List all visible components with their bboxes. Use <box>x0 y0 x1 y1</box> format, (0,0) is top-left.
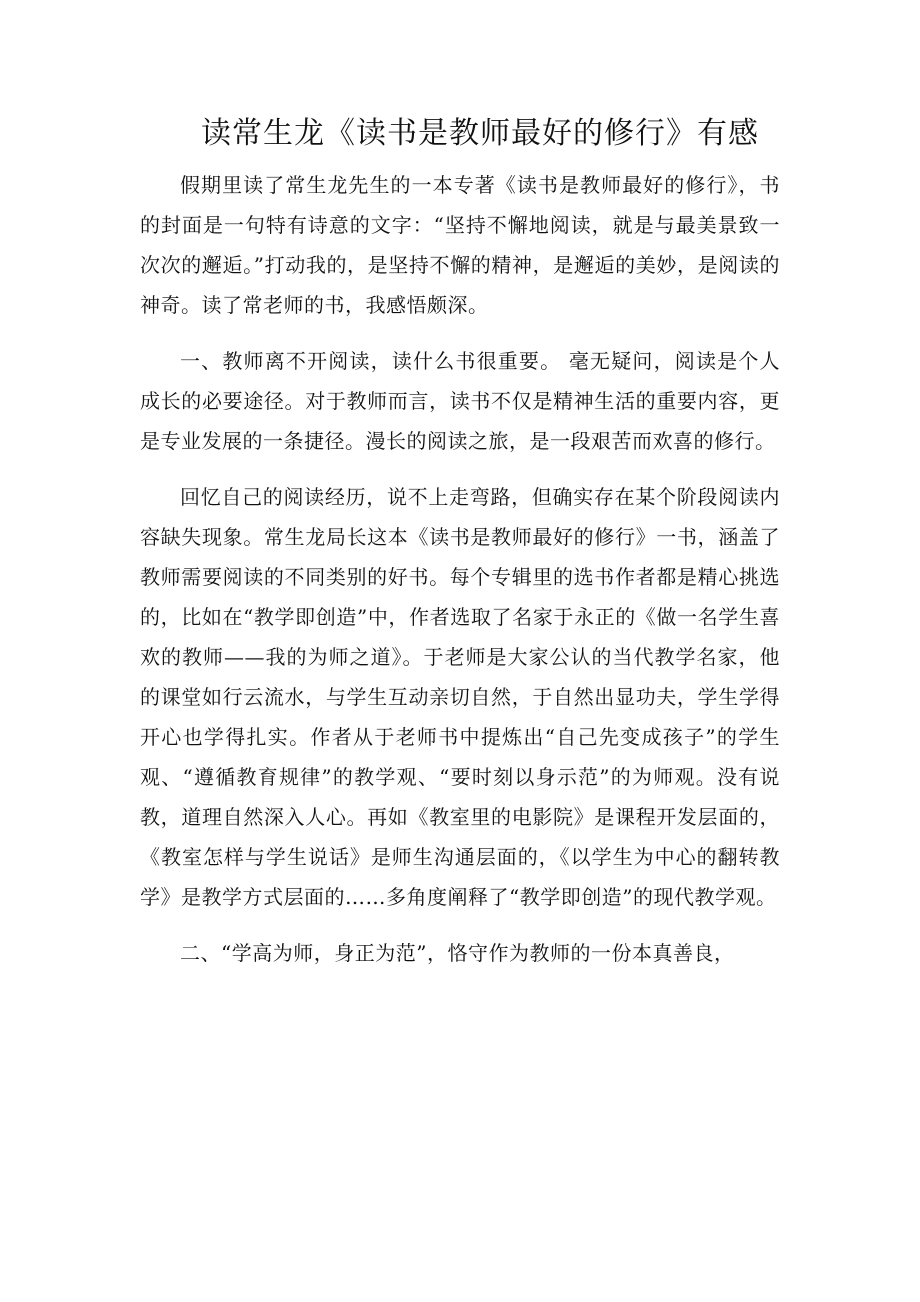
document-body <box>140 165 780 973</box>
paragraph-section-two: 二、“学高为师，身正为范”，恪守作为教师的一份本真善良， <box>180 941 735 965</box>
document-title: 读常生龙《读书是教师最好的修行》有感 <box>201 116 759 151</box>
paragraph-reading-experience: 回忆自己的阅读经历，说不上走弯路，但确实存在某个阶段阅读内容缺失现象。常生龙局长这本《读书是教师最好的修行》一书，涵盖了教师需要阅读的不同类别的好书。每个专辑里的选书作者都是精心挑选的，比如在“教学即创造”中，作者选取了名家于永正的《做一名学生喜欢的教师——我的为师之道》。于老师是大家公认的当代教学名家，他的课堂如行云流水，与学生互动亲切自然，于自然出显功夫，学生学得开心也学得扎实。作者从于老师书中提炼出“自己先变成孩子”的学生观、“遵循教育规律”的教学观、“要时刻以身示范”的为师观。没有说教，道理自然深入人心。再如《教室里的电影院》是课程开发层面的，《教室怎样与学生说话》是师生沟通层面的，《以学生为中心的翻转教学》是教学方式层面的……多角度阐释了“教学即创造”的现代教学观。 <box>140 485 780 909</box>
paragraph-section-one: 一、教师离不开阅读，读什么书很重要。 毫无疑问，阅读是个人成长的必要途径。对于教师而言，读书不仅是精神生活的重要内容，更是专业发展的一条捷径。漫长的阅读之旅，是一段艰苦而欢喜的修行。 <box>140 349 780 453</box>
paragraph-intro: 假期里读了常生龙先生的一本专著《读书是教师最好的修行》，书的封面是一句特有诗意的文字：“坚持不懈地阅读，就是与最美景致一次次的邂逅。”打动我的，是坚持不懈的精神，是邂逅的美妙，是阅读的神奇。读了常老师的书，我感悟颇深。 <box>140 173 780 317</box>
